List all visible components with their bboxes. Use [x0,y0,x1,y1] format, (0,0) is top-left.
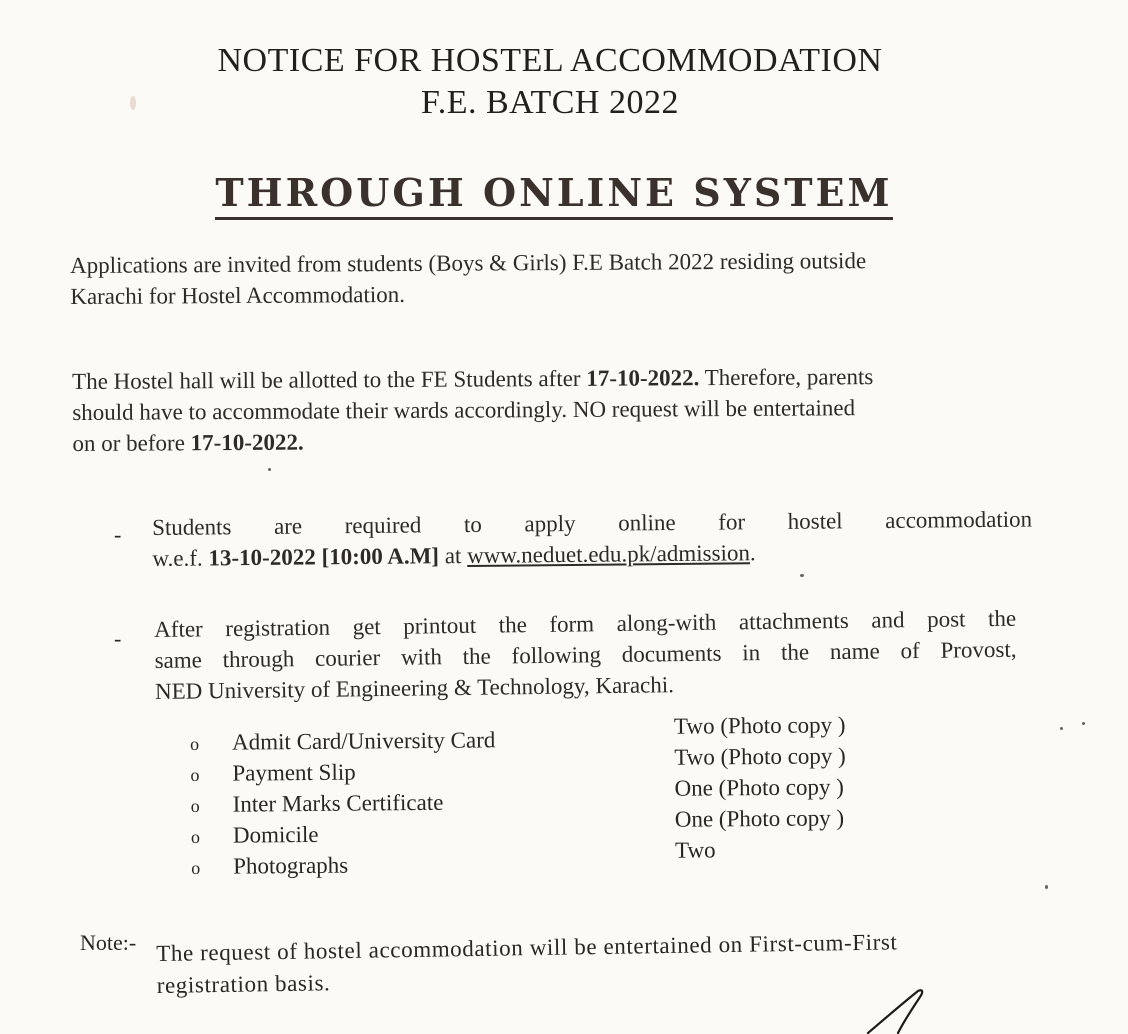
intro-paragraph [70,244,1030,312]
notice-title: NOTICE FOR HOSTEL ACCOMMODATION [217,42,883,79]
post-line-1: After registration get printout the form along-with attachments and post the [154,605,1017,642]
scan-speck [800,574,804,577]
intro-line-1: Applications are invited from students (Boys & Girls) F.E Batch 2022 residing outside [70,248,867,278]
document-quantity: One (Photo copy ) [674,805,845,832]
apply-online-bullet [152,504,1033,574]
apply-at: at [438,542,468,569]
circle-bullet-icon: o [190,733,200,754]
scan-speck [268,468,271,471]
post-documents-bullet [154,603,1017,707]
online-system-heading-text: THROUGH ONLINE SYSTEM [215,170,892,220]
circle-bullet-icon: o [190,826,201,847]
document-name: Domicile [232,821,319,848]
circle-bullet-icon: o [190,795,200,816]
document-item [191,837,891,885]
document-quantity: Two [674,837,716,863]
document-name: Admit Card/University Card [231,727,496,755]
allotment-line-2: should have to accommodate their wards accordingly. NO request will be entertained [72,395,856,425]
post-line-3: NED University of Engineering & Technology, Karachi. [154,672,675,704]
batch-title: F.E. BATCH 2022 [421,84,679,121]
post-line-2: same through courier with the following documents in the name of Provost, [154,636,1017,673]
scan-speck [1060,727,1063,730]
allotment-text-c: on or before [72,430,191,456]
allotment-text-b: Therefore, parents [699,364,874,391]
allotment-text-a: The Hostel hall will be allotted to the FE Students after [72,365,587,394]
apply-start-date: 13-10-2022 [10:00 A.M] [208,543,440,571]
scan-speck [130,96,136,110]
allotment-date-2: 17-10-2022. [190,429,304,456]
document-name: Photographs [233,852,349,879]
circle-bullet-icon: o [190,764,200,785]
admission-url: www.neduet.edu.pk/admission [467,540,751,568]
allotment-line-3 [72,422,1032,459]
document-name: Inter Marks Certificate [232,789,444,817]
circle-bullet-icon: o [191,857,201,878]
scan-speck [1082,722,1085,725]
signature-stroke [860,985,940,1034]
document-quantity: One (Photo copy ) [674,774,844,801]
bullet-dash-post: - [114,626,122,651]
online-system-heading [0,170,1108,215]
apply-period: . [749,540,756,566]
documents-list [190,712,891,885]
document-name: Payment Slip [232,759,356,786]
apply-line-1: Students are required to apply online for hostel accommodation [152,506,1033,540]
document-quantity: Two (Photo copy ) [674,743,846,770]
apply-wef: w.e.f. [152,545,209,571]
intro-line-2: Karachi for Hostel Accommodation. [70,281,406,309]
document-quantity: Two (Photo copy ) [673,712,846,739]
scan-speck [1045,885,1048,889]
allotment-paragraph [72,360,1033,459]
allotment-date-1: 17-10-2022. [586,365,700,391]
bullet-dash-apply: - [114,522,122,547]
note-line-1: The request of hostel accommodation will be entertained on First-cum-First [156,929,898,966]
note-line-2: registration basis. [156,970,331,998]
note-label: Note:- [80,930,137,955]
